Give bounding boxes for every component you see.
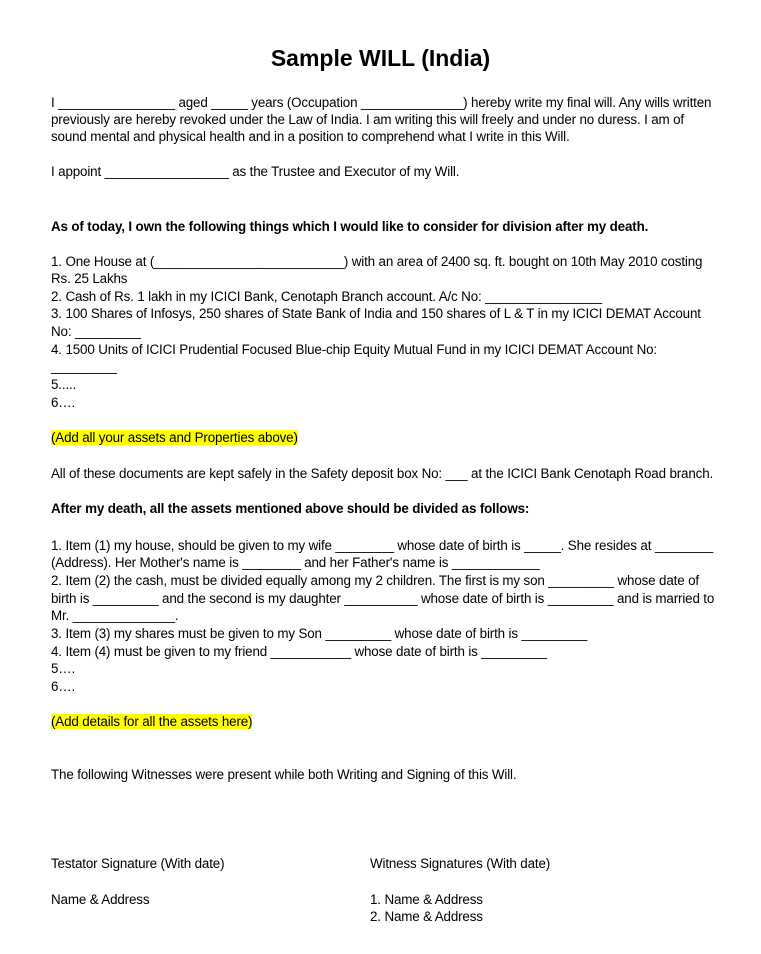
division-line: 5…. xyxy=(51,661,76,676)
asset-line: Rs. 25 Lakhs xyxy=(51,271,128,286)
asset-line: No: _________ xyxy=(51,324,141,339)
witness-signatures-label: Witness Signatures (With date) xyxy=(370,856,551,871)
witness-2-name-address: 2. Name & Address xyxy=(370,909,483,924)
division-line: birth is _________ and the second is my daughter __________ whose date of birth is _________ and is married to xyxy=(51,591,715,606)
witness-statement: The following Witnesses were present while both Writing and Signing of this Will. xyxy=(51,767,517,782)
intro-line-3: sound mental and physical health and in a position to comprehend what I write in this Will. xyxy=(51,129,570,144)
asset-line: 5..... xyxy=(51,377,77,392)
intro-line-2: previously are hereby revoked under the Law of India. I am writing this will freely and under no duress. I am of xyxy=(51,112,684,127)
division-line: 6…. xyxy=(51,679,76,694)
division-heading: After my death, all the assets mentioned above should be divided as follows: xyxy=(51,501,530,516)
asset-line: 1. One House at (__________________________) with an area of 2400 sq. ft. bought on 10th May 2010 costing xyxy=(51,254,703,269)
division-line: 2. Item (2) the cash, must be divided equally among my 2 children. The first is my son _________ whose date of xyxy=(51,573,699,588)
appoint-executor: I appoint _________________ as the Trustee and Executor of my Will. xyxy=(51,164,460,179)
witness-1-name-address: 1. Name & Address xyxy=(370,892,483,907)
testator-name-address: Name & Address xyxy=(51,892,150,907)
asset-line: 3. 100 Shares of Infosys, 250 shares of State Bank of India and 150 shares of L & T in my ICICI DEMAT Account xyxy=(51,306,701,321)
page-title: Sample WILL (India) xyxy=(270,45,491,71)
assets-note xyxy=(51,429,298,447)
division-line: 4. Item (4) must be given to my friend ___________ whose date of birth is _________ xyxy=(51,644,547,659)
assets-heading: As of today, I own the following things which I would like to consider for division after my death. xyxy=(51,219,649,234)
intro-line-1: I ________________ aged _____ years (Occupation ______________) hereby write my final will. Any wills written xyxy=(51,95,712,110)
asset-line: 6…. xyxy=(51,395,76,410)
division-line: 1. Item (1) my house, should be given to my wife ________ whose date of birth is _____. She resides at ________ xyxy=(51,538,714,553)
division-line: (Address). Her Mother's name is ________ and her Father's name is ____________ xyxy=(51,555,540,570)
testator-signature-label: Testator Signature (With date) xyxy=(51,856,225,871)
asset-line: 2. Cash of Rs. 1 lakh in my ICICI Bank, Cenotaph Branch account. A/c No: ________________ xyxy=(51,289,602,304)
asset-line: 4. 1500 Units of ICICI Prudential Focused Blue-chip Equity Mutual Fund in my ICICI DEMAT Account No: xyxy=(51,342,657,357)
highlighted-note: (Add details for all the assets here) xyxy=(51,714,253,729)
division-line: Mr. ______________. xyxy=(51,608,179,623)
deposit-statement: All of these documents are kept safely in the Safety deposit box No: ___ at the ICICI Bank Cenotaph Road branch. xyxy=(51,466,714,481)
division-note xyxy=(51,713,252,731)
asset-line: _________ xyxy=(51,359,117,374)
highlighted-note: (Add all your assets and Properties above) xyxy=(51,430,298,445)
division-line: 3. Item (3) my shares must be given to my Son _________ whose date of birth is _________ xyxy=(51,626,588,641)
